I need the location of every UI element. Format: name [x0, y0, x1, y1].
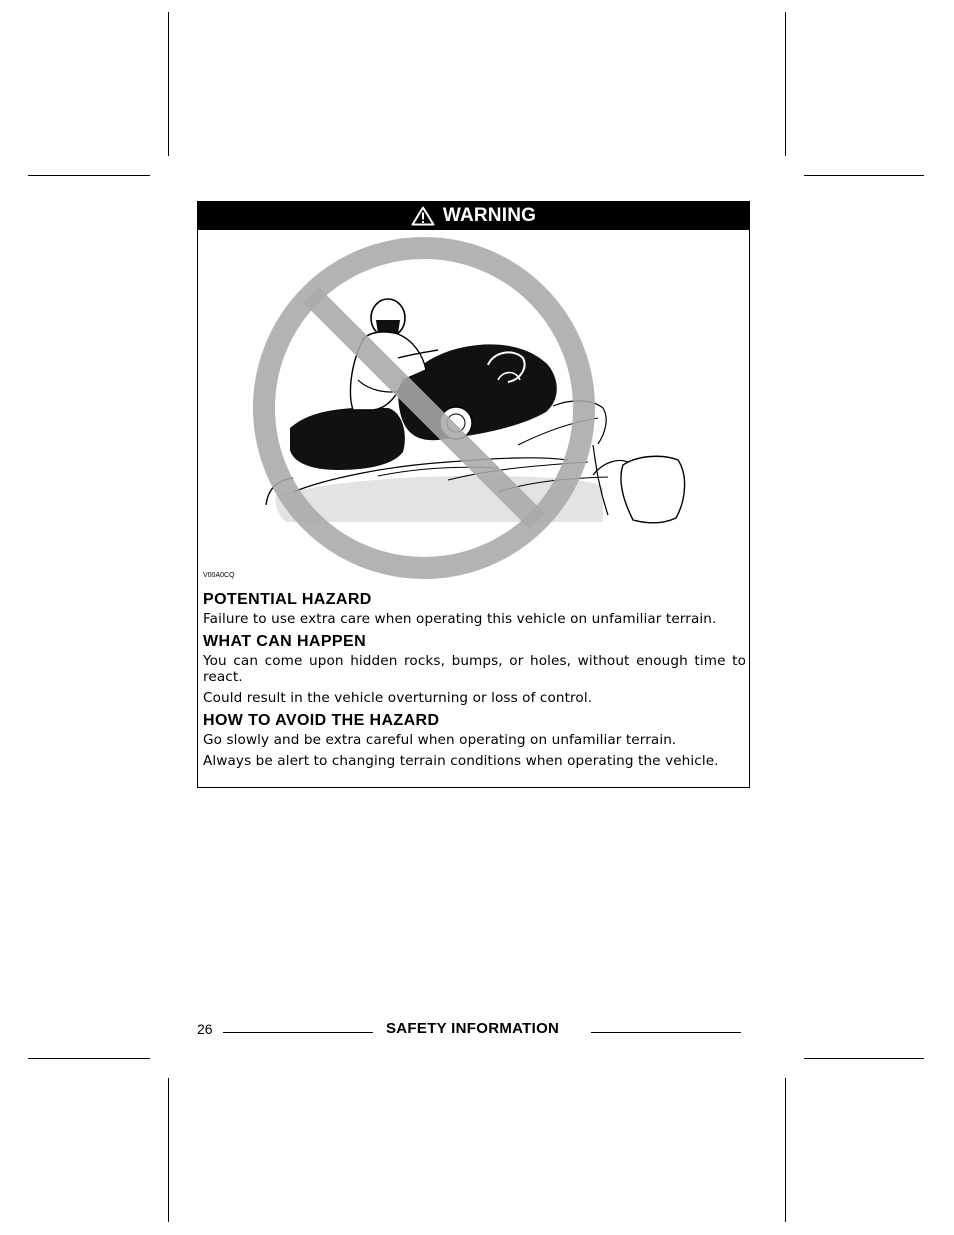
figure-code: V00A0CQ	[203, 572, 235, 579]
section-paragraph: Could result in the vehicle overturning or loss of control.	[203, 690, 593, 706]
warning-triangle-icon	[411, 206, 435, 226]
crop-mark	[28, 1058, 150, 1059]
section-paragraph: Go slowly and be extra careful when operating on unfamiliar terrain.	[203, 732, 677, 748]
snowmobile-prohibition-illustration	[198, 230, 749, 592]
section-title: SAFETY INFORMATION	[386, 1020, 560, 1037]
warning-header	[198, 202, 749, 230]
section-paragraph: Always be alert to changing terrain conditions when operating the vehicle.	[203, 753, 719, 769]
section-heading: POTENTIAL HAZARD	[203, 591, 372, 608]
crop-mark	[785, 12, 786, 156]
crop-mark	[168, 1078, 169, 1222]
crop-mark	[804, 175, 924, 176]
footer-rule	[223, 1032, 373, 1033]
footer-rule	[591, 1032, 741, 1033]
page-number: 26	[197, 1021, 213, 1037]
crop-mark	[785, 1078, 786, 1222]
section-heading: HOW TO AVOID THE HAZARD	[203, 712, 440, 729]
page-footer	[197, 1020, 748, 1040]
section-paragraph: Failure to use extra care when operating this vehicle on unfamiliar terrain.	[203, 611, 717, 627]
crop-mark	[804, 1058, 924, 1059]
crop-mark	[28, 175, 150, 176]
section-paragraph: You can come upon hidden rocks, bumps, or holes, without enough time to react.	[203, 653, 746, 685]
warning-box	[197, 201, 750, 788]
warning-content	[203, 590, 746, 774]
warning-title: WARNING	[442, 204, 537, 226]
crop-mark	[168, 12, 169, 156]
section-heading: WHAT CAN HAPPEN	[203, 633, 367, 650]
